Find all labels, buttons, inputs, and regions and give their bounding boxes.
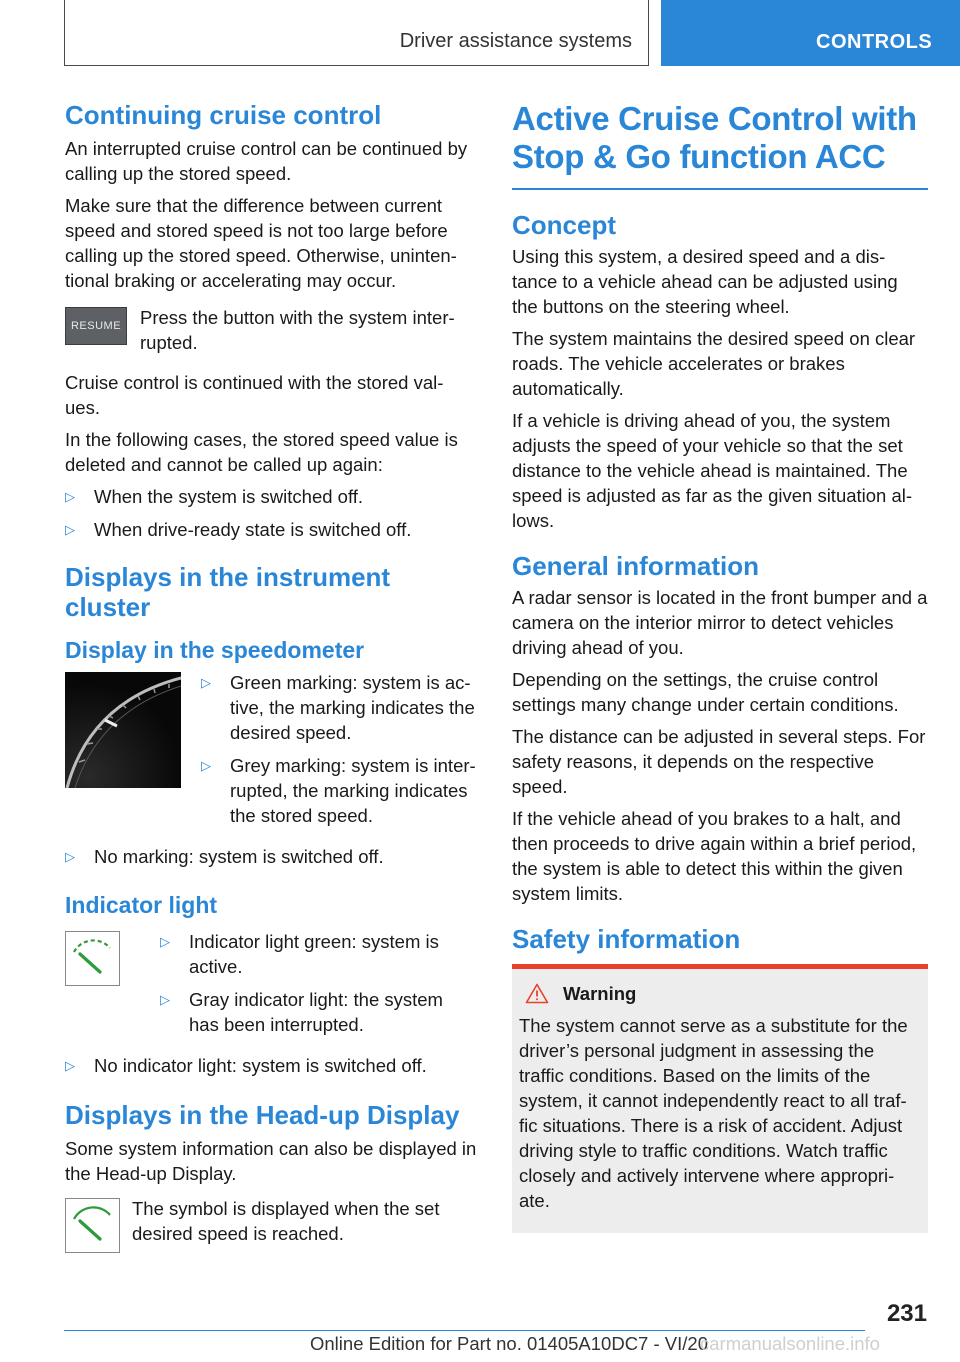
speedometer-gauge-icon (65, 672, 181, 788)
hud-symbol-text: The symbol is displayed when the set desired speed is reached. (132, 1198, 440, 1244)
safety-information-heading: Safety information (512, 923, 741, 954)
general-information-heading: General information (512, 550, 760, 581)
header-section-title: Driver assistance systems (399, 30, 632, 52)
indicator-light-icon (65, 931, 120, 986)
concept-heading: Concept (512, 209, 616, 240)
hud-symbol-row (65, 1196, 477, 1253)
list-item: ▷ Green marking: system is ac-tive, the marking indicates the desired speed. (201, 672, 475, 743)
triangle-bullet-icon: ▷ (65, 849, 75, 864)
indicator-list (160, 929, 477, 1045)
watermark: carmanualsonline.info (700, 1333, 880, 1354)
list-item: ▷ Grey marking: system is inter-rupted, the marking indicates the stored speed. (201, 755, 476, 826)
paragraph: If a vehicle is driving ahead of you, the system adjusts the speed of your vehicle so that the set distance to the vehicle ahead is maintained. The speed is adjusted as far as the given situation al-lows. (512, 409, 913, 531)
paragraph: Using this system, a desired speed and a dis-tance to a vehicle ahead can be adjusted using the buttons on the steering wheel. (512, 245, 898, 317)
paragraph: Cruise control is continued with the stored val-ues. (65, 372, 444, 418)
displays-hud-heading: Displays in the Head-up Display (65, 1100, 460, 1130)
hud-symbol-icon (65, 1198, 120, 1253)
acc-main-heading: Active Cruise Control with Stop & Go function ACC (512, 100, 917, 175)
displays-instrument-cluster-heading: Displays in the instrument cluster (65, 562, 391, 622)
header-section-box (64, 0, 649, 66)
speedometer-image (65, 672, 181, 788)
triangle-bullet-icon: ▷ (65, 522, 75, 537)
resume-button-icon (65, 307, 127, 345)
paragraph: Depending on the settings, the cruise control settings many change under certain conditions. (512, 668, 899, 715)
paragraph: A radar sensor is located in the front bumper and a camera on the interior mirror to detect vehicles driving ahead of you. (512, 586, 928, 658)
triangle-bullet-icon: ▷ (201, 758, 211, 773)
indicator-row (65, 929, 477, 1045)
indicator-list-continued (65, 1053, 477, 1078)
footer-divider (64, 1330, 865, 1331)
speedometer-row (65, 670, 477, 836)
header-chapter-box (661, 0, 960, 66)
paragraph: The system maintains the desired speed on clear roads. The vehicle accelerates or brakes automatically. (512, 327, 916, 399)
speedometer-needle-icon (66, 1199, 119, 1252)
triangle-bullet-icon: ▷ (160, 992, 170, 1007)
right-column (512, 100, 928, 1233)
warning-box (512, 964, 928, 1233)
warning-title: Warning (519, 983, 921, 1005)
triangle-bullet-icon: ▷ (65, 489, 75, 504)
warning-text: The system cannot serve as a substitute for the driver’s personal judgment in assessing the traffic conditions. Based on the limits of the system, it cannot independently react to all traf-fic situations. There is a risk of accident. Adjust driving style to traffic conditions. Watch traffic closely and actively intervene where appropri-ate. (519, 1014, 908, 1211)
triangle-bullet-icon: ▷ (160, 934, 170, 949)
warning-triangle-icon (525, 983, 549, 1004)
header-chapter-title: CONTROLS (816, 31, 933, 53)
speedometer-list-continued (65, 844, 477, 869)
list-item: ▷ Indicator light green: system is active. (160, 931, 439, 977)
list-item: ▷ When drive-ready state is switched off. (65, 519, 412, 540)
paragraph: Make sure that the difference between current speed and stored speed is not too large before calling up the stored speed. Otherwise, uninten-tional braking or accelerating may occur. (65, 195, 457, 291)
paragraph: An interrupted cruise control can be continued by calling up the stored speed. (65, 138, 468, 184)
indicator-light-heading: Indicator light (65, 892, 218, 918)
display-speedometer-heading: Display in the speedometer (65, 637, 365, 663)
paragraph: The distance can be adjusted in several steps. For safety reasons, it depends on the respective speed. (512, 725, 926, 797)
triangle-bullet-icon: ▷ (201, 675, 211, 690)
paragraph: Some system information can also be displayed in the Head-up Display. (65, 1138, 477, 1184)
deleted-cases-list (65, 484, 477, 542)
speedometer-list (201, 670, 477, 836)
list-item: ▷ No marking: system is switched off. (65, 846, 384, 867)
continuing-cruise-control-heading: Continuing cruise control (65, 100, 382, 130)
list-item: ▷ Gray indicator light: the system has been interrupted. (160, 989, 443, 1035)
left-column (65, 100, 477, 1261)
resume-button-label: RESUME (70, 320, 122, 332)
list-item: ▷ No indicator light: system is switched off. (65, 1055, 427, 1076)
speedometer-needle-icon (66, 932, 119, 985)
paragraph: In the following cases, the stored speed value is deleted and cannot be called up again: (65, 429, 458, 475)
triangle-bullet-icon: ▷ (65, 1058, 75, 1073)
resume-instruction-text: Press the button with the system inter-rupted. (140, 307, 455, 353)
resume-instruction (65, 305, 477, 362)
page-number: 231 (886, 1300, 927, 1327)
edition-text: Online Edition for Part no. 01405A10DC7 - VI/20 (310, 1333, 708, 1354)
list-item: ▷ When the system is switched off. (65, 486, 364, 507)
paragraph: If the vehicle ahead of you brakes to a halt, and then proceeds to drive again within a brief period, the system is able to detect this within the given system limits. (512, 807, 917, 904)
heading-divider (512, 188, 928, 190)
